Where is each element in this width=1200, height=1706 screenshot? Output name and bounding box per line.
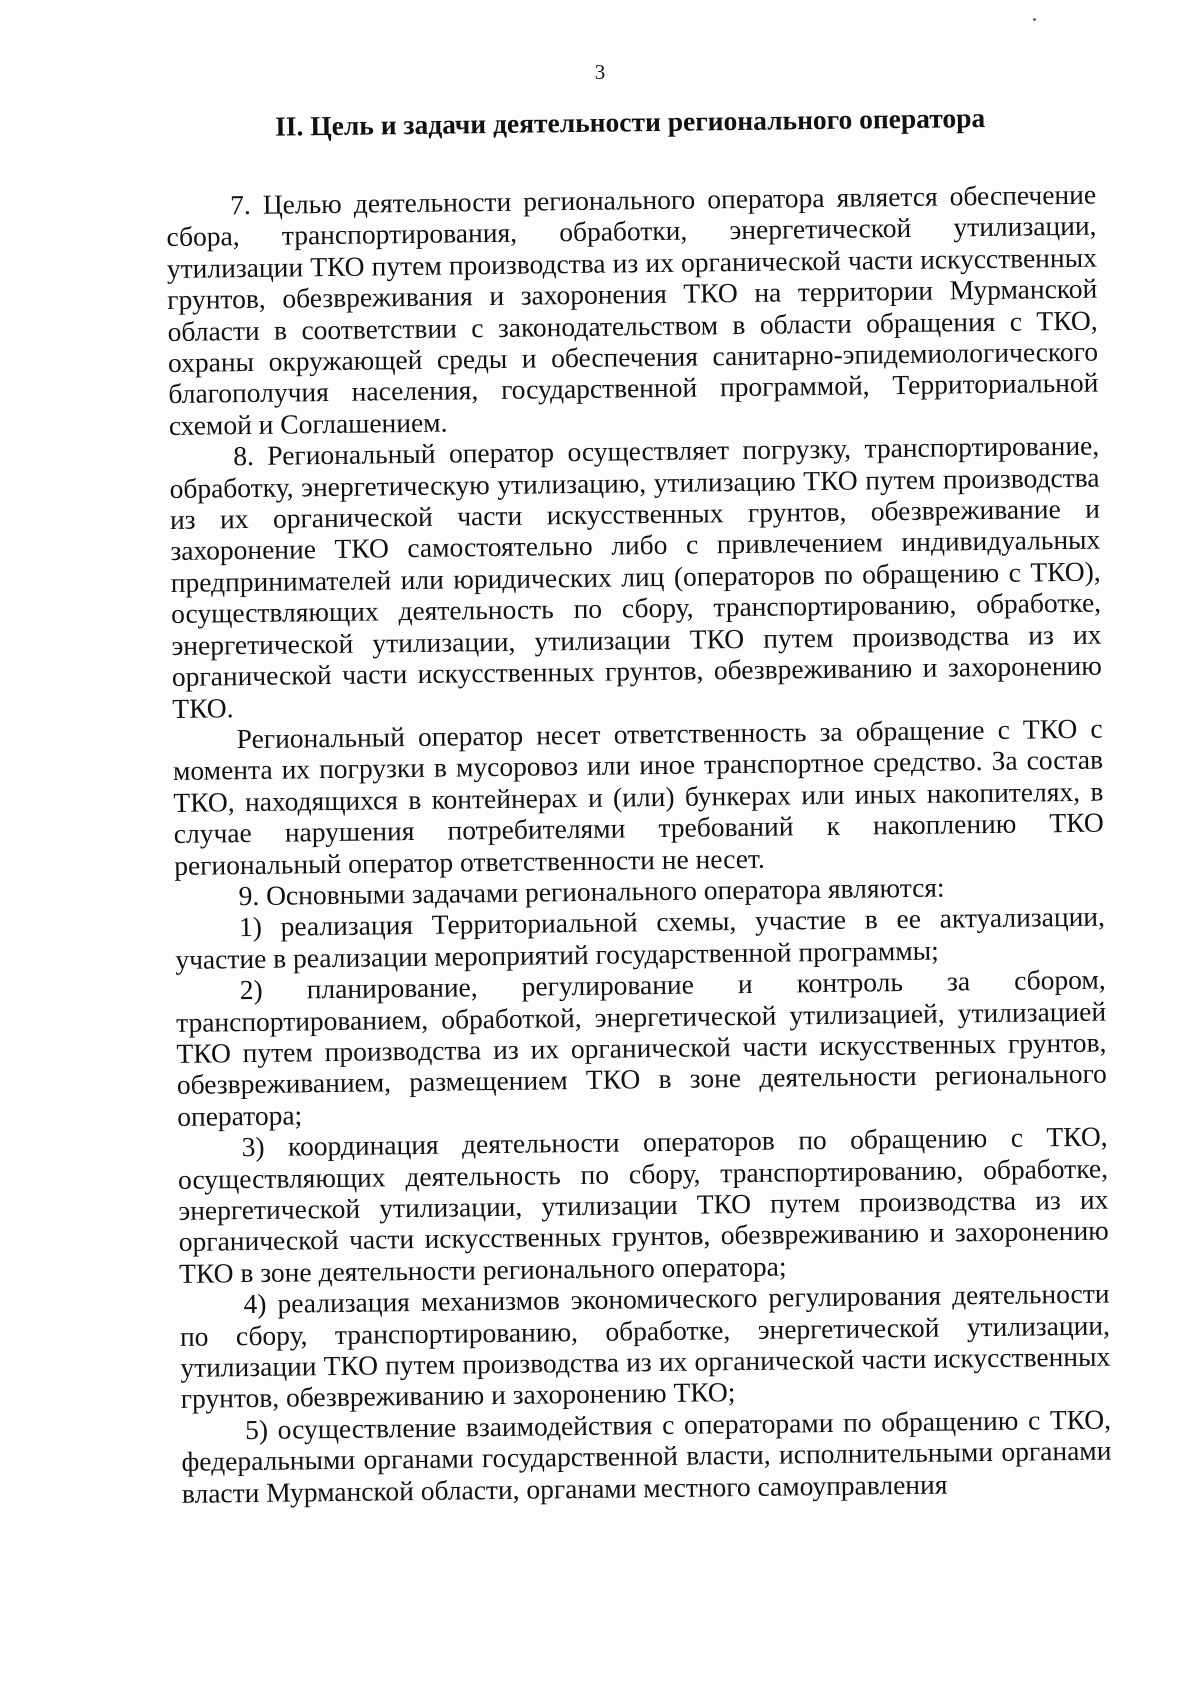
section-title: II. Цель и задачи деятельности регионального оператора xyxy=(274,101,986,142)
task-item-4: 4) реализация механизмов экономического регулирования деятельности по сбору, транспортированию, обработке, энергетической утилизации, утилизации ТКО путем производства из их органической части искусственных грунтов, обезвреживанию и захоронению ТКО; xyxy=(179,1277,1111,1415)
page-number: 3 xyxy=(594,60,606,84)
task-item-3: 3) координация деятельности операторов по обращению с ТКО, осуществляющих деятельность по сбору, транспортированию, обработке, энергетической утилизации, утилизации ТКО путем производства из их органической части искусственных грунтов, обезвреживанию и захоронению ТКО в зоне деятельности регионального оператора; xyxy=(177,1120,1109,1289)
paragraph-responsibility: Региональный оператор несет ответственность за обращение с ТКО с момента их погрузки в мусоровоз или иное транспортное средство. За состав ТКО, находящихся в контейнерах и (или) бункерах или иных накопителях, в случае нарушения потребителями требований к накоплению ТКО региональный оператор ответственности не несет. xyxy=(172,712,1104,881)
paragraph-8: 8. Региональный оператор осуществляет погрузку, транспортирование, обработку, энергетическую утилизацию, утилизацию ТКО путем производства из их органической части искусственных грунтов, обезвреживание и захоронение ТКО самостоятельно либо с привлечением индивидуальных предпринимателей или юридических лиц (операторов по обращению с ТКО), осуществляющих деятельность по сбору, транспортированию, обработке, энергетической утилизации, утилизации ТКО путем производства из их органической части искусственных грунтов, обезвреживанию и захоронению ТКО. xyxy=(169,429,1103,724)
task-item-1: 1) реализация Территориальной схемы, участие в ее актуализации, участие в реализации мероприятий государственной программы; xyxy=(175,900,1106,975)
document-body xyxy=(165,101,1112,1509)
scan-speck xyxy=(1033,18,1036,21)
paragraph-9: 9. Основными задачами регионального оператора являются: xyxy=(238,871,945,912)
task-item-5: 5) осуществление взаимодействия с операторами по обращению с ТКО, федеральными органами государственной власти, исполнительными органами власти Мурманской области, органами местного самоуправления xyxy=(181,1403,1112,1509)
paragraph-7: 7. Целью деятельности регионального оператора является обеспечение сбора, транспортирования, обработки, энергетической утилизации, утилизации ТКО путем производства из их органической части искусственных грунтов, обезвреживания и захоронения ТКО на территории Мурманской области в соответствии с законодательством в области обращения с ТКО, охраны окружающей среды и обеспечения санитарно-эпидемиологического благополучия населения, государственной программой, Территориальной схемой и Соглашением. xyxy=(166,178,1099,441)
task-item-2: 2) планирование, регулирование и контроль за сбором, транспортированием, обработкой, энергетической утилизацией, утилизацией ТКО путем производства из их органической части искусственных грунтов, обезвреживанием, размещением ТКО в зоне деятельности регионального оператора; xyxy=(175,963,1108,1132)
